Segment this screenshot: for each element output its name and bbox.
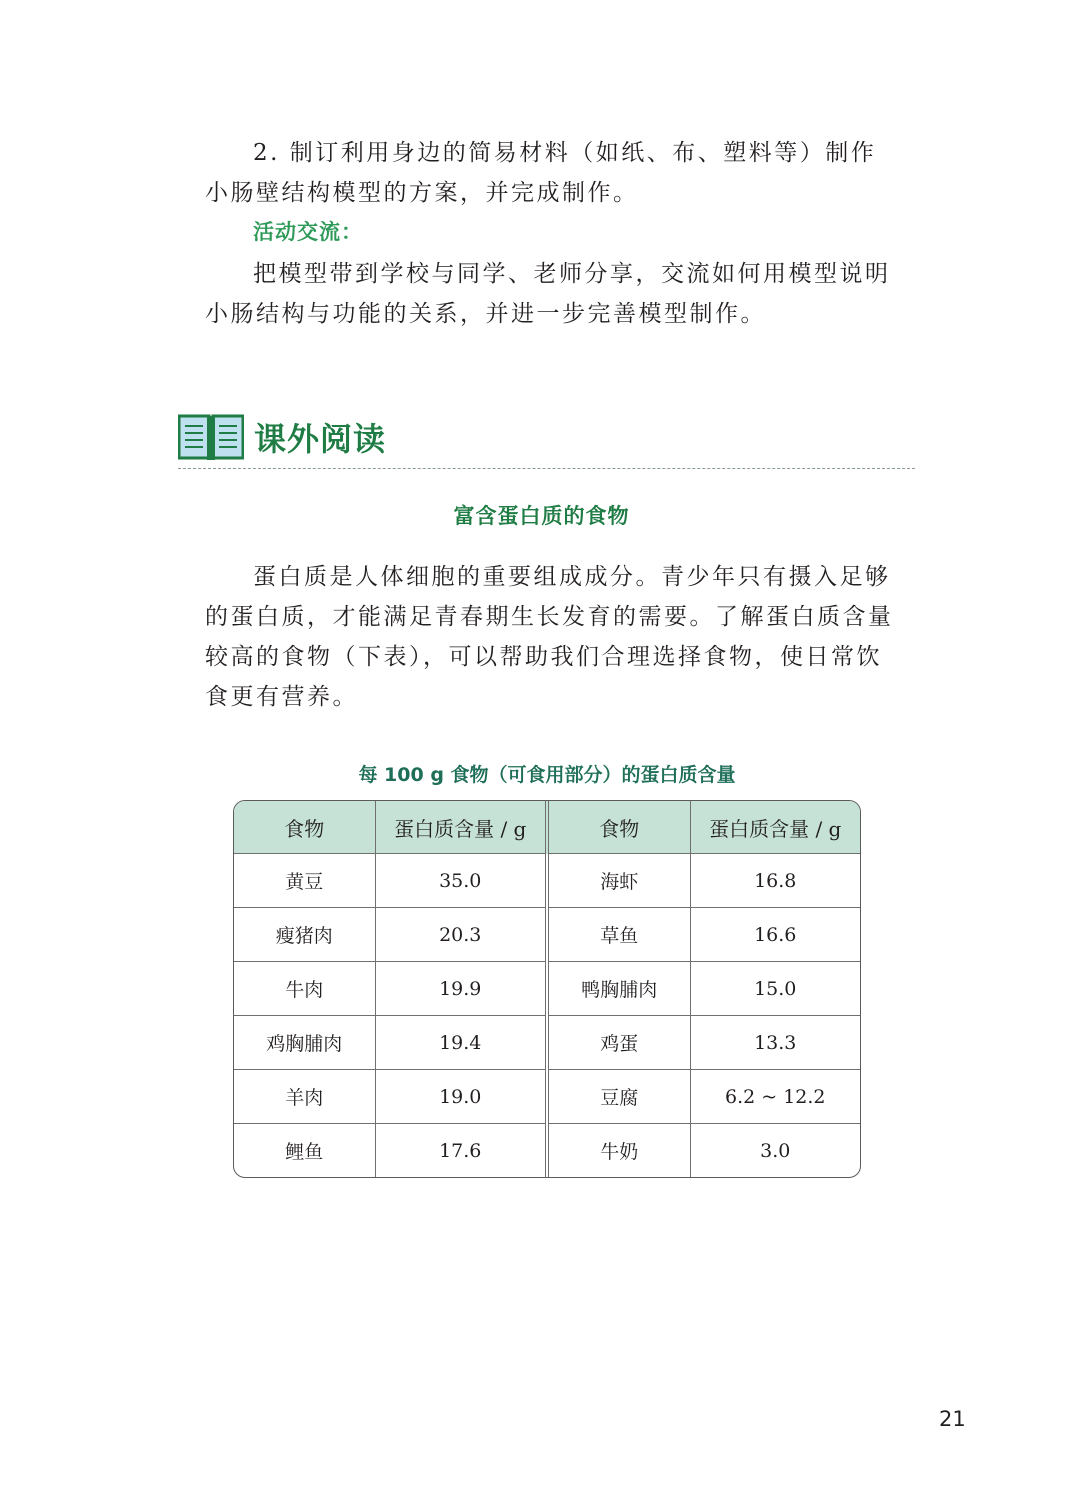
section-header [178, 410, 915, 469]
protein-cell: 15.0 [690, 962, 860, 1016]
table-row [234, 1016, 860, 1070]
protein-cell: 13.3 [690, 1016, 860, 1070]
food-cell: 牛肉 [234, 962, 375, 1016]
header-food: 食物 [547, 801, 690, 854]
page-number: 21 [939, 1407, 966, 1431]
food-cell: 鸭胸脯肉 [547, 962, 690, 1016]
exchange-heading: 活动交流： [253, 220, 363, 244]
table-caption: 每 100 g 食物（可食用部分）的蛋白质含量 [358, 764, 736, 786]
header-protein: 蛋白质含量 / g [690, 801, 860, 854]
table-row [234, 854, 860, 908]
header-protein: 蛋白质含量 / g [375, 801, 547, 854]
article-title: 富含蛋白质的食物 [453, 504, 630, 528]
food-cell: 鲤鱼 [234, 1124, 375, 1177]
protein-cell: 3.0 [690, 1124, 860, 1177]
protein-cell: 20.3 [375, 908, 547, 962]
section-title: 课外阅读 [254, 420, 387, 458]
table-header-row [234, 801, 860, 854]
header-food: 食物 [234, 801, 375, 854]
exchange-text: 把模型带到学校与同学、老师分享，交流如何用模型说明小肠结构与功能的关系，并进一步完善模型制作。 [205, 261, 891, 327]
protein-cell: 19.4 [375, 1016, 547, 1070]
food-cell: 黄豆 [234, 854, 375, 908]
food-cell: 牛奶 [547, 1124, 690, 1177]
food-cell: 鸡蛋 [547, 1016, 690, 1070]
food-cell: 草鱼 [547, 908, 690, 962]
food-cell: 海虾 [547, 854, 690, 908]
table-row [234, 962, 860, 1016]
food-cell: 瘦猪肉 [234, 908, 375, 962]
book-icon [178, 414, 244, 462]
protein-cell: 19.9 [375, 962, 547, 1016]
food-cell: 豆腐 [547, 1070, 690, 1124]
protein-cell: 16.8 [690, 854, 860, 908]
protein-cell: 17.6 [375, 1124, 547, 1177]
protein-cell: 16.6 [690, 908, 860, 962]
protein-cell: 19.0 [375, 1070, 547, 1124]
article-body: 蛋白质是人体细胞的重要组成成分。青少年只有摄入足够的蛋白质，才能满足青春期生长发育的需要。了解蛋白质含量较高的食物（下表），可以帮助我们合理选择食物，使日常饮食更有营养。 [205, 564, 894, 710]
table-row [234, 908, 860, 962]
food-cell: 鸡胸脯肉 [234, 1016, 375, 1070]
table-row [234, 1124, 860, 1177]
protein-table [233, 800, 861, 1178]
table-row [234, 1070, 860, 1124]
activity-step-2: 2. 制订利用身边的简易材料（如纸、布、塑料等）制作小肠壁结构模型的方案，并完成制作。 [205, 140, 877, 206]
food-cell: 羊肉 [234, 1070, 375, 1124]
protein-cell: 35.0 [375, 854, 547, 908]
protein-cell: 6.2 ~ 12.2 [690, 1070, 860, 1124]
